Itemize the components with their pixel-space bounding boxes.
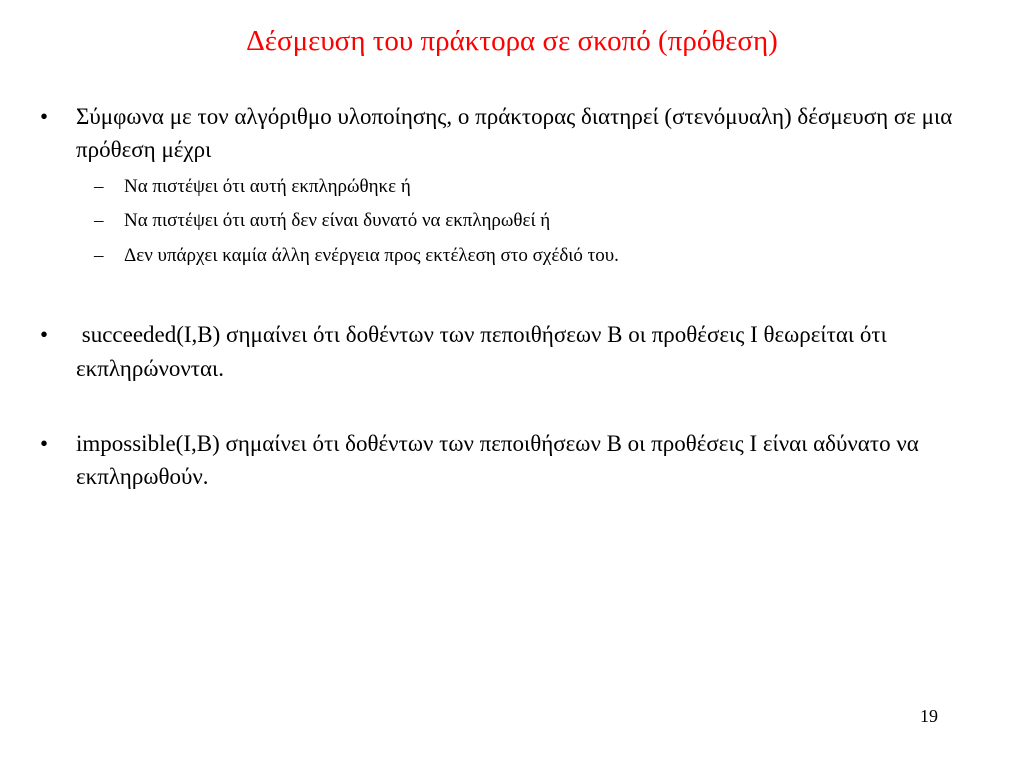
- sub-item-text: Να πιστέψει ότι αυτή εκπληρώθηκε ή: [124, 175, 411, 197]
- spacer: [36, 385, 996, 427]
- sub-list: [76, 173, 996, 271]
- bullet-text: impossible(I,B) σημαίνει ότι δοθέντων των πεποιθήσεων B οι προθέσεις I είναι αδύνατο να εκπληρωθούν.: [76, 430, 919, 490]
- sub-item-marker: –: [94, 210, 104, 232]
- bullet-item: [36, 427, 996, 494]
- sub-item-text: Δεν υπάρχει καμία άλλη ενέργεια προς εκτέλεση στο σχέδιό του.: [124, 244, 619, 266]
- sub-item-text: Να πιστέψει ότι αυτή δεν είναι δυνατό να εκπληρωθεί ή: [124, 210, 551, 232]
- bullet-item: [36, 318, 996, 385]
- slide-title: Δέσμευση του πράκτορα σε σκοπό (πρόθεση): [246, 25, 778, 57]
- slide-body: [36, 100, 996, 494]
- bullet-marker: •: [40, 430, 49, 456]
- bullet-marker: •: [40, 322, 49, 348]
- bullet-marker: •: [40, 104, 49, 129]
- bullet-text: succeeded(I,B) σημαίνει ότι δοθέντων των πεποιθήσεων B οι προθέσεις I θεωρείται ότι εκπληρώνονται.: [76, 322, 893, 381]
- bullet-text: Σύμφωνα με τον αλγόριθμο υλοποίησης, ο πράκτορας διατηρεί (στενόμυαλη) δέσμευση σε μια πρόθεση μέχρι: [76, 104, 953, 163]
- bullet-item: [36, 100, 996, 270]
- sub-item: [76, 242, 996, 271]
- sub-item: [76, 173, 996, 202]
- sub-item-marker: –: [94, 175, 104, 197]
- sub-item: [76, 207, 996, 236]
- spacer: [36, 276, 996, 318]
- page-number: 19: [920, 706, 938, 726]
- sub-item-marker: –: [94, 244, 104, 266]
